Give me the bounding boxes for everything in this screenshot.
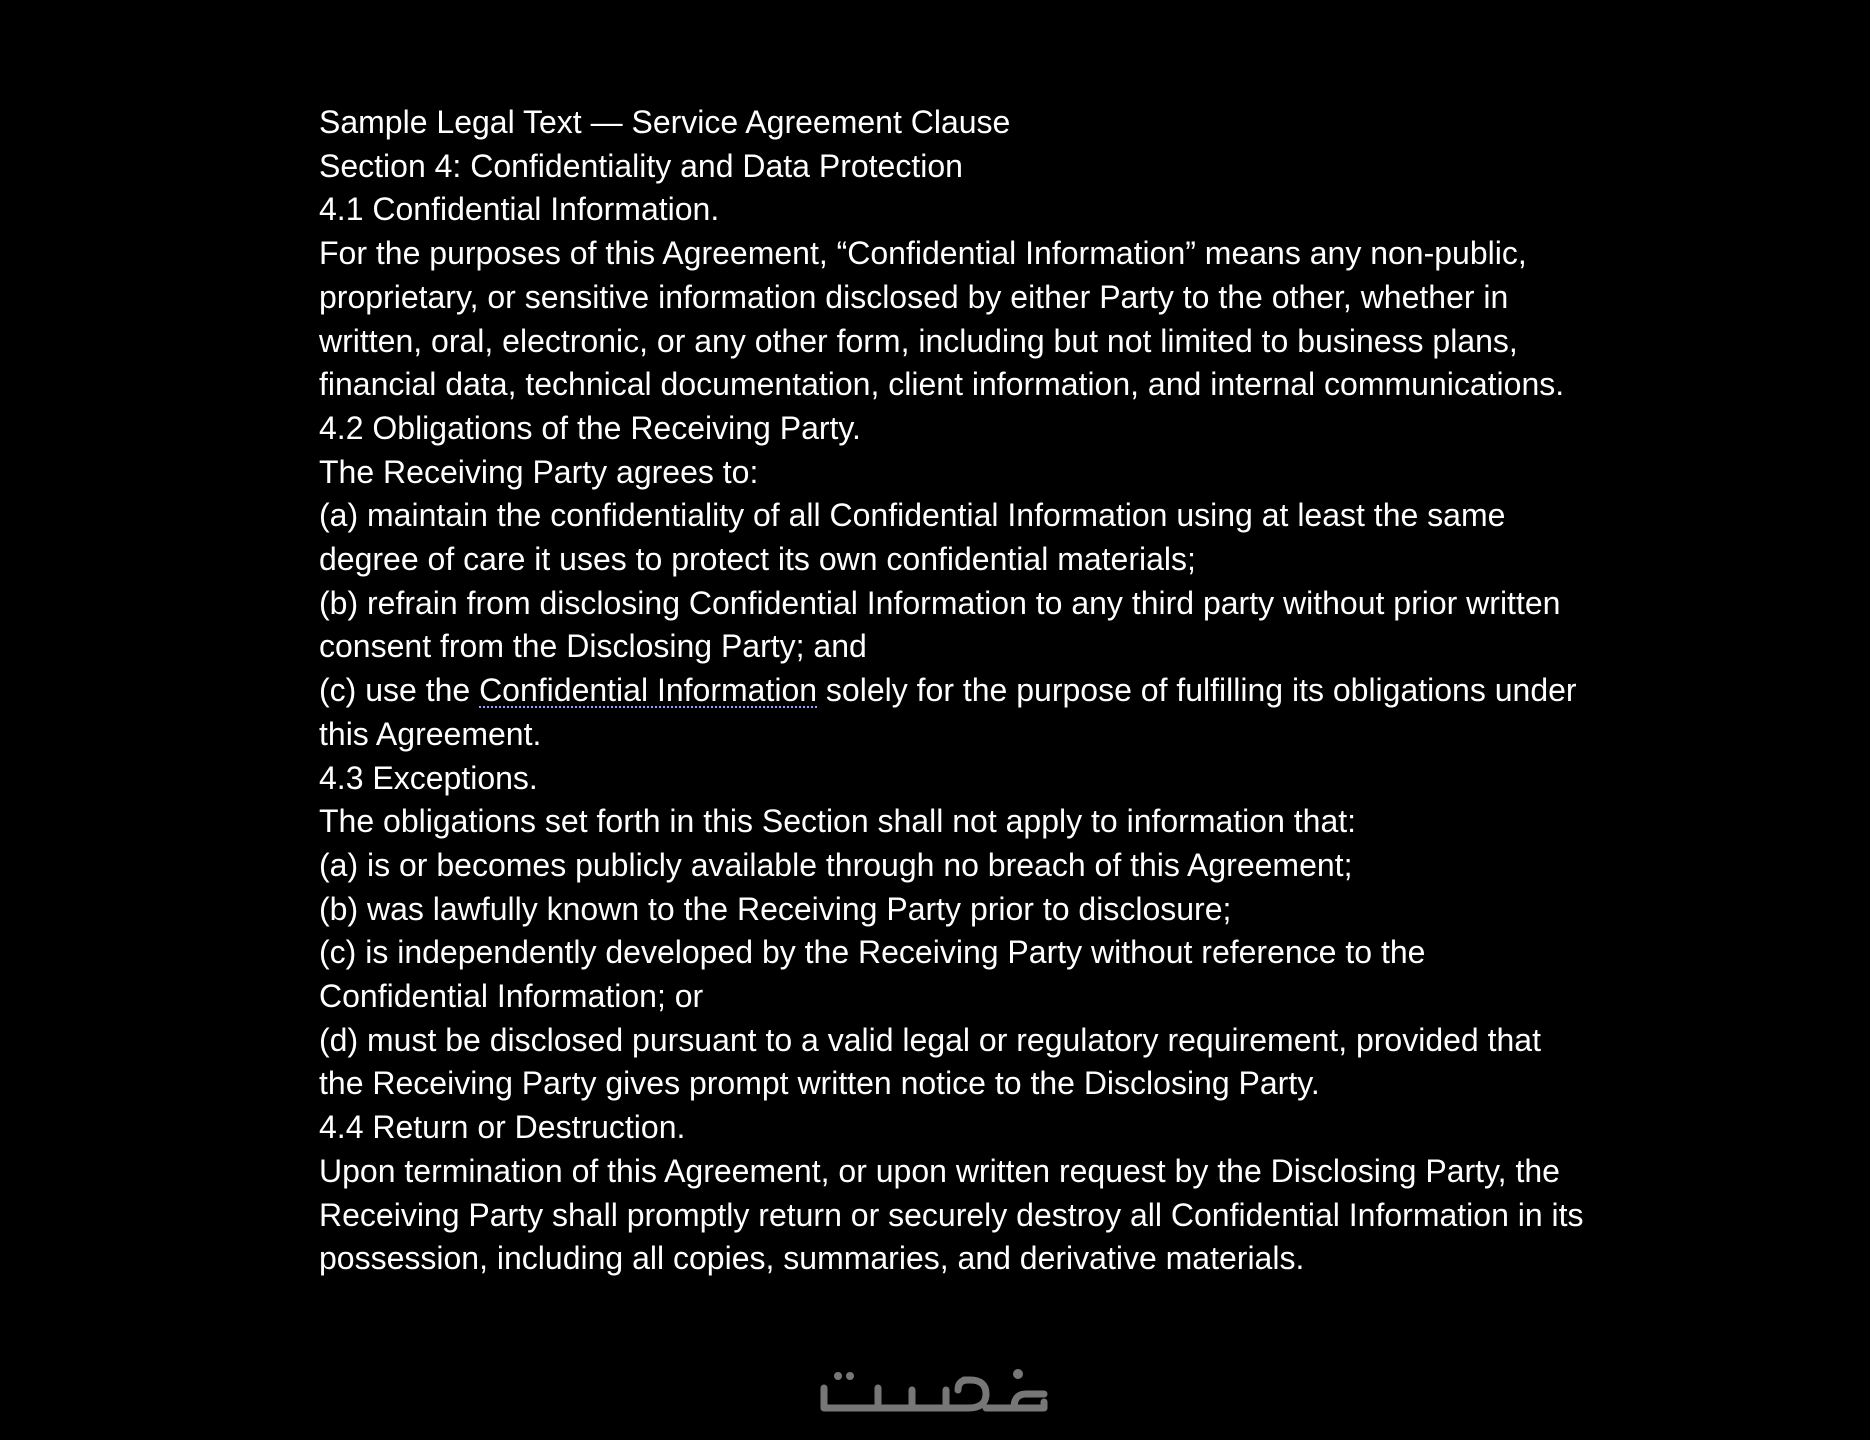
clause-4-3-heading: 4.3 Exceptions.: [319, 759, 538, 796]
khamsat-logo-icon: [818, 1358, 1050, 1420]
clause-4-4-heading: 4.4 Return or Destruction.: [319, 1109, 686, 1146]
clause-4-2-item-c: [319, 669, 1589, 756]
clause-4-3-intro: The obligations set forth in this Section shall not apply to information that:: [319, 803, 1357, 840]
spellcheck-flagged-phrase[interactable]: Confidential Information: [479, 672, 818, 709]
document-body: [319, 101, 1589, 1281]
clause-4-2-item-c-suffix: solely for the purpose of fulfilling its obligations under this Agreement.: [319, 672, 1577, 752]
clause-4-2-item-a: (a) maintain the confidentiality of all Confidential Information using at least the same degree of care it uses to protect its own confidential materials;: [319, 497, 1506, 578]
clause-4-3-item-c: (c) is independently developed by the Receiving Party without reference to the Confidential Information; or: [319, 934, 1426, 1015]
clause-4-2-item-c-prefix: (c) use the: [319, 672, 480, 709]
clause-4-1-body: For the purposes of this Agreement, “Confidential Information” means any non-public, proprietary, or sensitive information disclosed by either Party to the other, whether in written, oral, electronic, or any other form, including but not limited to business plans, financial data, technical documentation, client information, and internal communications.: [319, 235, 1565, 403]
section-heading: Section 4: Confidentiality and Data Protection: [319, 147, 963, 184]
clause-4-3-item-b: (b) was lawfully known to the Receiving Party prior to disclosure;: [319, 890, 1232, 927]
document-title: Sample Legal Text — Service Agreement Clause: [319, 104, 1011, 140]
clause-4-2-heading: 4.2 Obligations of the Receiving Party.: [319, 409, 861, 446]
clause-4-2-item-b: (b) refrain from disclosing Confidential Information to any third party without prior written consent from the Disclosing Party; and: [319, 584, 1561, 665]
clause-4-1-heading: 4.1 Confidential Information.: [319, 191, 720, 228]
clause-4-2-intro: The Receiving Party agrees to:: [319, 453, 759, 490]
clause-4-3-item-d: (d) must be disclosed pursuant to a valid legal or regulatory requirement, provided that the Receiving Party gives prompt written notice to the Disclosing Party.: [319, 1021, 1541, 1102]
clause-4-3-item-a: (a) is or becomes publicly available through no breach of this Agreement;: [319, 846, 1353, 883]
clause-4-4-body: Upon termination of this Agreement, or upon written request by the Disclosing Party, the Receiving Party shall promptly return or securely destroy all Confidential Information in its possession, including all copies, summaries, and derivative materials.: [319, 1152, 1584, 1277]
